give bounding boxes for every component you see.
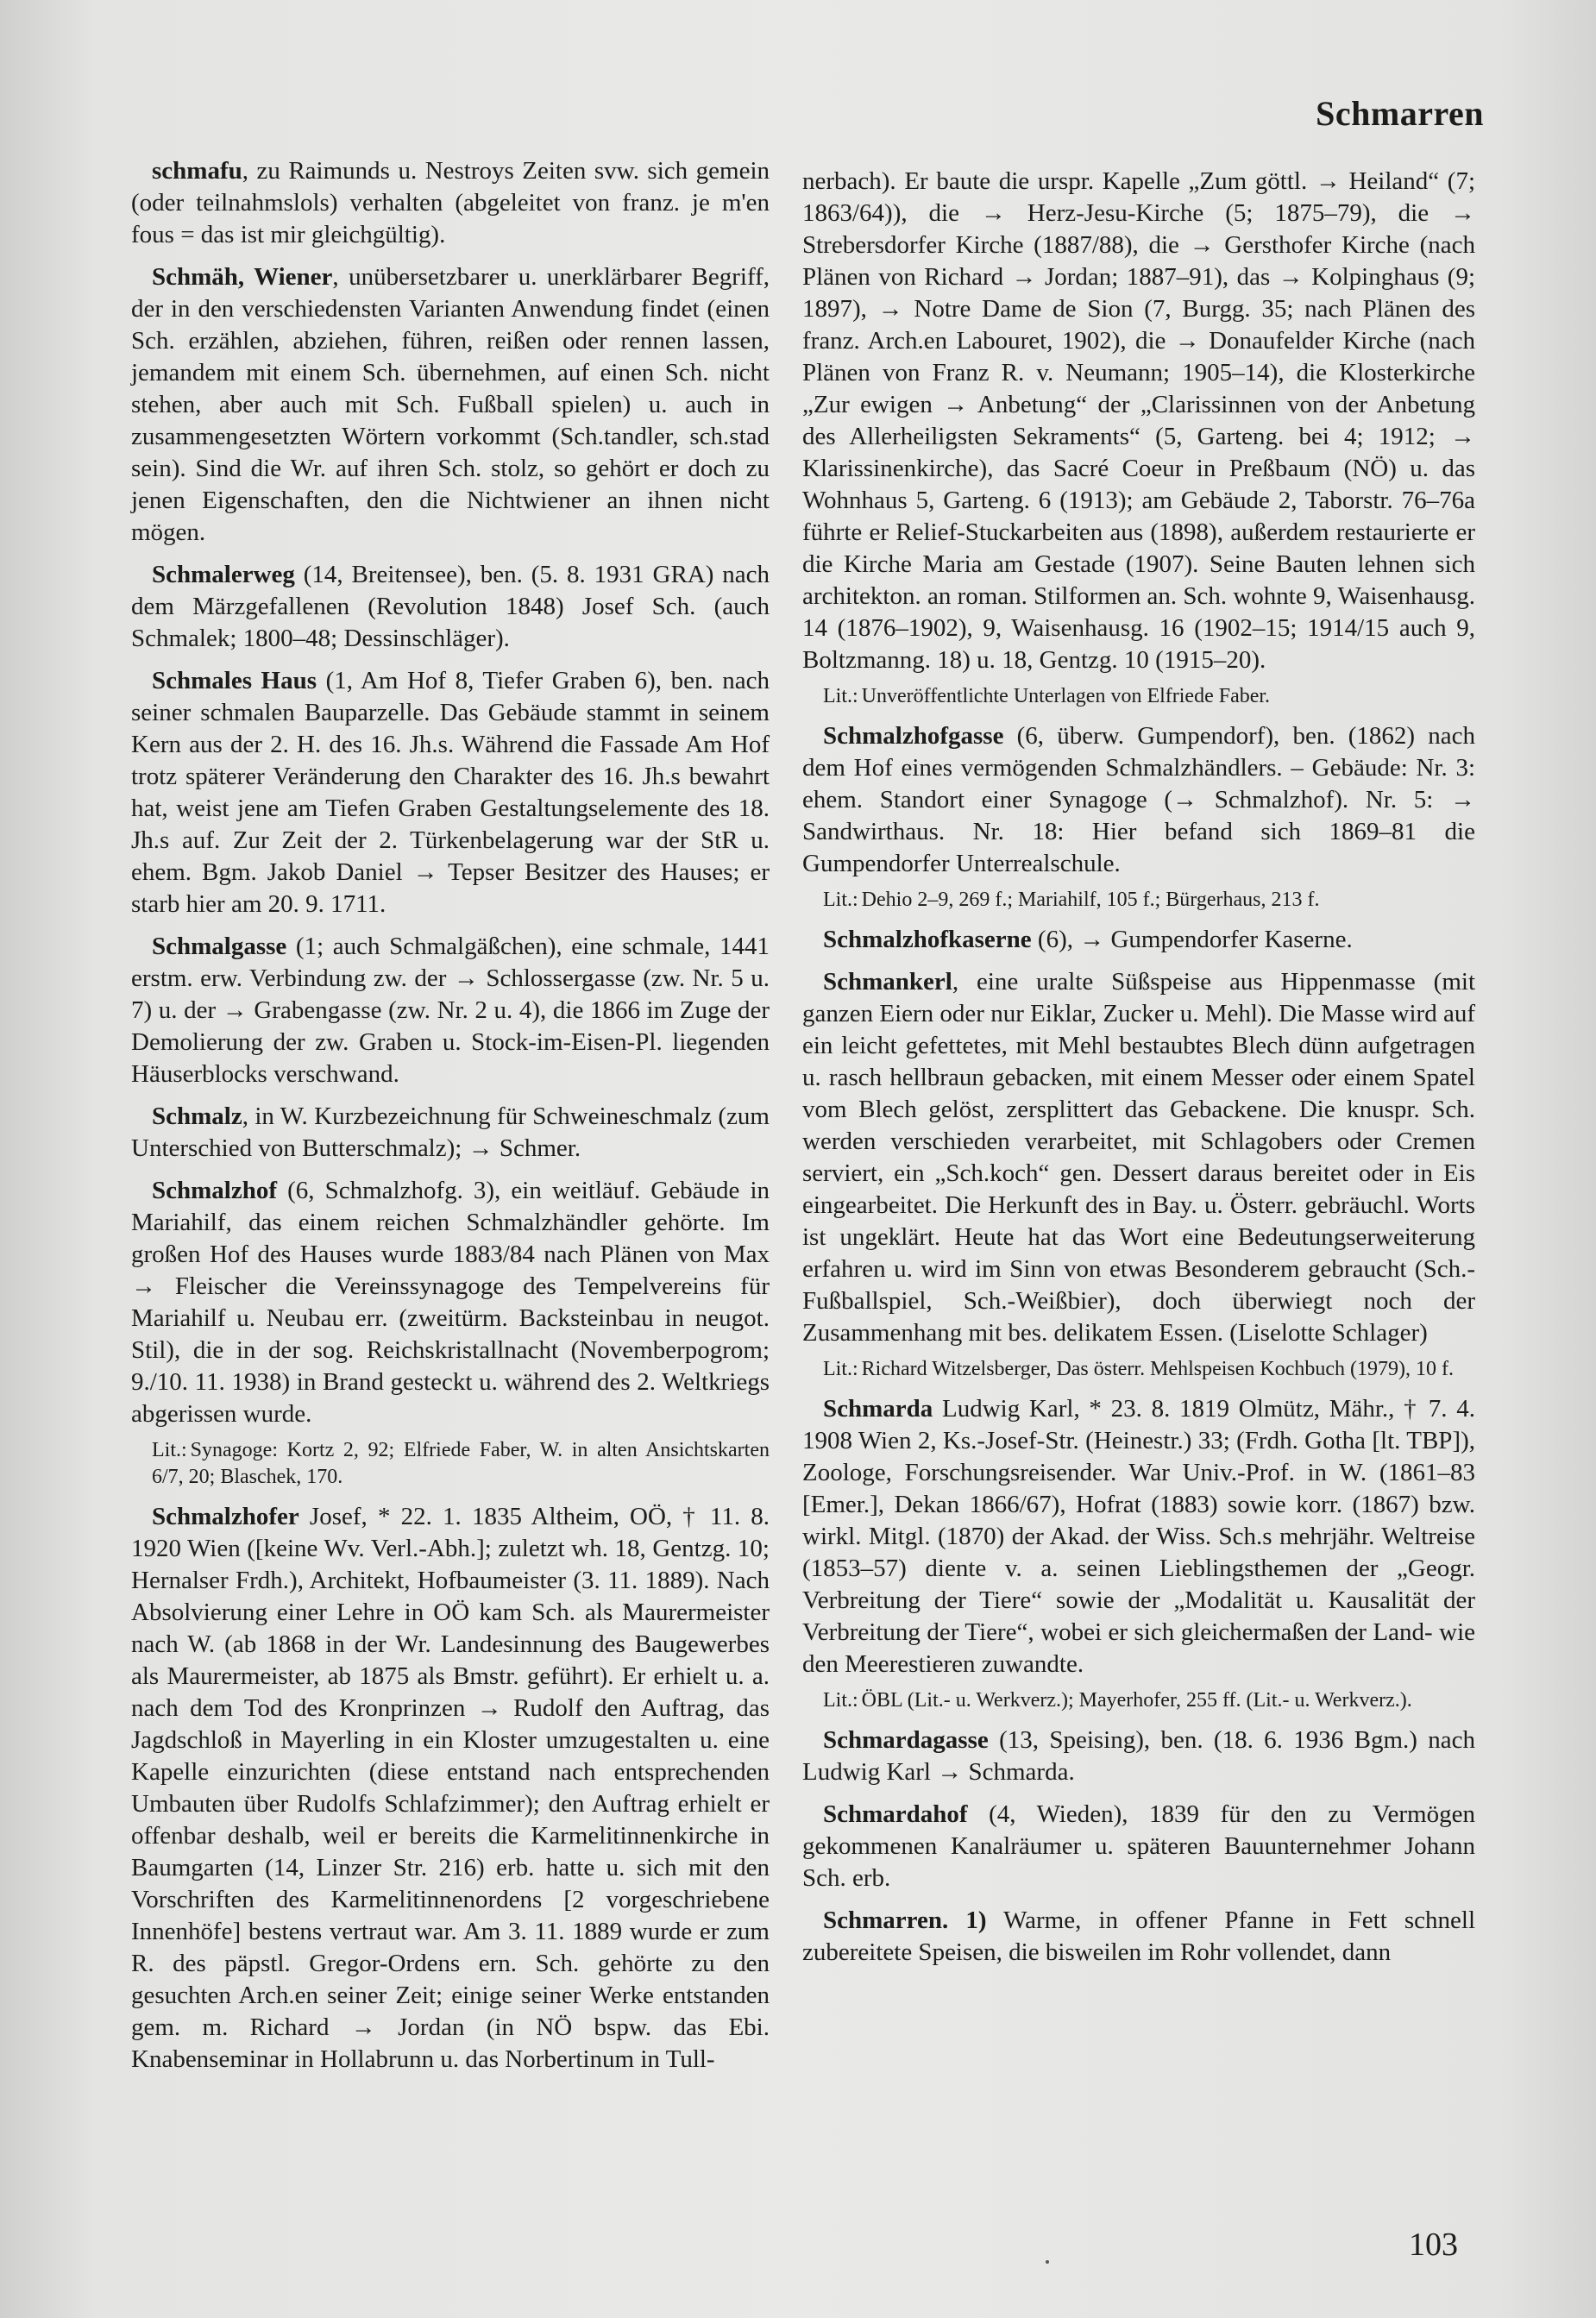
entry-headword: Schmarren. 1) [823,1907,987,1934]
entry-headword: Schmalz [152,1102,242,1130]
literature-label: Lit.: [152,1439,187,1461]
entry-headword: Schmalzhofer [152,1503,299,1530]
entry-headword: Schmales Haus [152,667,317,694]
literature-text: Dehio 2–9, 269 f.; Mariahilf, 105 f.; Bürgerhaus, 213 f. [861,889,1320,911]
literature-label: Lit.: [823,1689,858,1712]
dictionary-entry [802,1724,1475,1788]
right-column [802,166,1475,1979]
entry-headword: Schmalerweg [152,561,295,588]
entry-continuation [802,166,1475,676]
literature-text: ÖBL (Lit.- u. Werkverz.); Mayerhofer, 255 ff. (Lit.- u. Werkverz.). [861,1689,1412,1712]
literature-text: Synagoge: Kortz 2, 92; Elfriede Faber, W. in alten Ansichtskarten 6/7, 20; Blaschek, 170. [152,1439,770,1488]
entry-headword: Schmalzhof [152,1177,277,1204]
dictionary-entry [131,261,770,549]
left-column [131,155,770,2086]
entry-body: nerbach). Er baute die urspr. Kapelle „Zum göttl. → Heiland“ (7; 1863/64)), die → Herz-Jesu-Kirche (5; 1875–79), die → Strebersdorfer Kirche (1887/88), die → Gersthofer Kirche (nach Plänen von Richard → Jordan; 1887–91), das → Kolpinghaus (9; 1897), → Notre Dame de Sion (7, Burgg. 35; nach Plänen des franz. Arch.en Labouret, 1902), die → Donaufelder Kirche (nach Plänen von Franz R. v. Neumann; 1905–14), die Klosterkirche „Zur ewigen → Anbetung“ der „Clarissinnen von der Anbetung des Allerheiligsten Sekraments“ (5, Garteng. bei 4; 1912; → Klarissinenkirche), das Sacré Coeur in Preßbaum (NÖ) u. das Wohnhaus 5, Garteng. 6 (1913); am Gebäude 2, Taborstr. 76–76a führte er Relief-Stuckarbeiten aus (1898), außerdem restaurierte er die Kirche Maria am Gestade (1907). Seine Bauten lehnen sich architekton. an roman. Stilformen an. Sch. wohnte 9, Waisenhausg. 14 (1876–1902), 9, Waisenhausg. 16 (1902–15; 1914/15 auch 9, Boltzmanng. 18) u. 18, Gentzg. 10 (1915–20). [802,167,1475,674]
literature-reference [802,1356,1475,1383]
running-head: Schmarren [1316,94,1484,133]
dictionary-entry [802,720,1475,880]
dictionary-entry [131,1175,770,1430]
literature-reference [131,1437,770,1491]
entry-body: Ludwig Karl, * 23. 8. 1819 Olmütz, Mähr., † 7. 4. 1908 Wien 2, Ks.-Josef-Str. (Heinestr.) 33; (Frdh. Gotha [lt. TBP]), Zoologe, Forschungsreisender. War Univ.-Prof. in W. (1861–83 [Emer.], Dekan 1866/67), Hofrat (1883) sowie korr. (1867) bzw. wirkl. Mitgl. (1870) der Akad. der Wiss. Sch.s mehrjähr. Weltreise (1853–57) diente v. a. seinen Lieblingsthemen der „Geogr. Verbreitung der Tiere“ sowie der „Modalität u. Kausalität der Verbreitung der Tiere“, wobei er sich gleichermaßen der Land- wie den Meerestieren zuwandte. [802,1395,1475,1678]
entry-body: (4, Wieden), 1839 für den zu Vermögen gekommenen Kanalräumer u. späteren Bauunternehmer Johann Sch. erb. [802,1800,1475,1892]
entry-headword: Schmalzhofkaserne [823,926,1032,953]
entry-body: , zu Raimunds u. Nestroys Zeiten svw. sich gemein (oder teilnahmslols) verhalten (abgeleitet von franz. je m'en fous = das ist mir gleichgültig). [131,157,770,248]
page-number: 103 [1409,2227,1458,2263]
dictionary-entry [131,155,770,251]
entry-headword: Schmardahof [823,1800,968,1828]
literature-label: Lit.: [823,685,858,707]
entry-body: , eine uralte Süßspeise aus Hippenmasse (mit ganzen Eiern oder nur Eiklar, Zucker u. Mehl). Die Masse wird auf ein leicht gefettetes, mit Mehl bestaubtes Blech dünn aufgetragen u. rasch hellbraun gebacken, mit einem Messer oder einem Spatel vom Blech gelöst, zersplittert das Gebackene. Die knuspr. Sch. werden verschieden verarbeitet, mit Schlagobers oder Cremen serviert, ein „Sch.koch“ gen. Dessert daraus bereitet oder in Eis eingearbeitet. Die Herkunft des in Bay. u. Österr. gebräuchl. Worts ist ungeklärt. Heute hat das Wort eine Bedeutungserweiterung erfahren u. wird im Sinn von etwas Besonderem gebraucht (Sch.-Fußballspiel, Sch.-Weißbier), doch überwiegt noch der Zusammenhang mit bes. delikatem Essen. (Liselotte Schlager) [802,968,1475,1347]
page-mark [1046,2260,1049,2264]
literature-reference [802,887,1475,914]
entry-headword: schmafu [152,157,242,185]
entry-headword: Schmäh, Wiener [152,263,333,291]
dictionary-entry [131,1501,770,2076]
dictionary-entry [802,1799,1475,1894]
entry-headword: Schmalzhofgasse [823,722,1004,750]
entry-body: (1; auch Schmalgäßchen), eine schmale, 1441 erstm. erw. Verbindung zw. der → Schlossergasse (zw. Nr. 5 u. 7) u. der → Grabengasse (zw. Nr. 2 u. 4), die 1866 im Zuge der Demolierung der zw. Graben u. Stock-im-Eisen-Pl. liegenden Häuserblocks verschwand. [131,933,770,1088]
dictionary-entry [802,966,1475,1349]
entry-body: (6), → Gumpendorfer Kaserne. [1031,926,1353,953]
dictionary-entry [802,924,1475,956]
literature-text: Unveröffentlichte Unterlagen von Elfriede Faber. [861,685,1271,707]
entry-body: (13, Speising), ben. (18. 6. 1936 Bgm.) nach Ludwig Karl → Schmarda. [802,1726,1475,1786]
literature-reference [802,1687,1475,1714]
literature-label: Lit.: [823,1358,858,1380]
dictionary-entry [802,1905,1475,1969]
entry-body: Warme, in offener Pfanne in Fett schnell zubereitete Speisen, die bisweilen im Rohr vollendet, dann [802,1907,1475,1966]
entry-body: Josef, * 22. 1. 1835 Altheim, OÖ, † 11. 8. 1920 Wien ([keine Wv. Verl.-Abh.]; zuletzt wh. 18, Gentzg. 10; Hernalser Frdh.), Architekt, Hofbaumeister (3. 11. 1889). Nach Absolvierung einer Lehre in OÖ kam Sch. als Maurermeister nach W. (ab 1868 in der Wr. Landesinnung des Baugewerbes als Maurermeister, ab 1875 als Bmstr. geführt). Er erhielt u. a. nach dem Tod des Kronprinzen → Rudolf den Auftrag, das Jagdschloß in Mayerling in ein Kloster umzugestalten u. eine Kapelle einzurichten (diese entstand nach entsprechenden Umbauten über Rudolfs Schlafzimmer); den Auftrag erhielt er offenbar deshalb, weil er bereits die Karmelitinnenkirche in Baumgarten (14, Linzer Str. 216) erb. hatte u. sich mit den Vorschriften des Karmelitinnenordens [2 vorgeschriebene Innenhöfe] bestens vertraut war. Am 3. 11. 1889 wurde er zum R. des päpstl. Gregor-Ordens ern. Sch. gehörte zu den gesuchten Arch.en seiner Zeit; einige seiner Werke entstanden gem. m. Richard → Jordan (in NÖ bspw. das Ebi. Knabenseminar in Hollabrunn u. das Norbertinum in Tull- [131,1503,770,2073]
entry-body: (6, Schmalzhofg. 3), ein weitläuf. Gebäude in Mariahilf, das einem reichen Schmalzhändler gehörte. Im großen Hof des Hauses wurde 1883/84 nach Plänen von Max → Fleischer die Vereinssynagoge des Tempelvereins für Mariahilf u. Neubau err. (zweitürm. Backsteinbau in neugot. Stil), die in der sog. Reichskristallnacht (Novemberpogrom; 9./10. 11. 1938) in Brand gesteckt u. während des 2. Weltkriegs abgerissen wurde. [131,1177,770,1428]
entry-headword: Schmankerl [823,968,952,996]
entry-body: (6, überw. Gumpendorf), ben. (1862) nach dem Hof eines vermögenden Schmalzhändlers. – Gebäude: Nr. 3: ehem. Standort einer Synagoge (→ Schmalzhof). Nr. 5: → Sandwirthaus. Nr. 18: Hier befand sich 1869–81 die Gumpendorfer Unterrealschule. [802,722,1475,877]
entry-body: (1, Am Hof 8, Tiefer Graben 6), ben. nach seiner schmalen Bauparzelle. Das Gebäude stammt in seinem Kern aus der 2. H. des 16. Jh.s. Während die Fassade Am Hof trotz späterer Veränderung den Charakter des 16. Jh.s bewahrt hat, weist jene am Tiefen Graben Gestaltungselemente des 18. Jh.s auf. Zur Zeit der 2. Türkenbelagerung war der StR u. ehem. Bgm. Jakob Daniel → Tepser Besitzer des Hauses; er starb hier am 20. 9. 1711. [131,667,770,918]
entry-body: , unübersetzbarer u. unerklärbarer Begriff, der in den verschiedensten Varianten Anwendung findet (einen Sch. erzählen, abziehen, führen, reißen oder rennen lassen, jemandem mit einem Sch. übernehmen, auf einen Sch. nicht stehen, aber auch mit Sch. Fußball spielen) u. auch in zusammengesetzten Wörtern vorkommt (Sch.tandler, sch.stad sein). Sind die Wr. auf ihren Sch. stolz, so gehört er doch zu jenen Eigenschaften, den die Nichtwiener an ihnen nicht mögen. [131,263,770,546]
literature-reference [802,683,1475,710]
entry-headword: Schmarda [823,1395,933,1423]
literature-text: Richard Witzelsberger, Das österr. Mehlspeisen Kochbuch (1979), 10 f. [861,1358,1455,1380]
dictionary-entry [131,559,770,655]
dictionary-entry [131,931,770,1090]
dictionary-entry [802,1393,1475,1680]
literature-label: Lit.: [823,889,858,911]
entry-headword: Schmardagasse [823,1726,989,1754]
entry-body: , in W. Kurzbezeichnung für Schweineschmalz (zum Unterschied von Butterschmalz); → Schmer. [131,1102,770,1162]
entry-body: (14, Breitensee), ben. (5. 8. 1931 GRA) nach dem Märzgefallenen (Revolution 1848) Josef Sch. (auch Schmalek; 1800–48; Dessinschläger). [131,561,770,652]
dictionary-entry [131,665,770,920]
entry-headword: Schmalgasse [152,933,287,960]
dictionary-entry [131,1101,770,1165]
